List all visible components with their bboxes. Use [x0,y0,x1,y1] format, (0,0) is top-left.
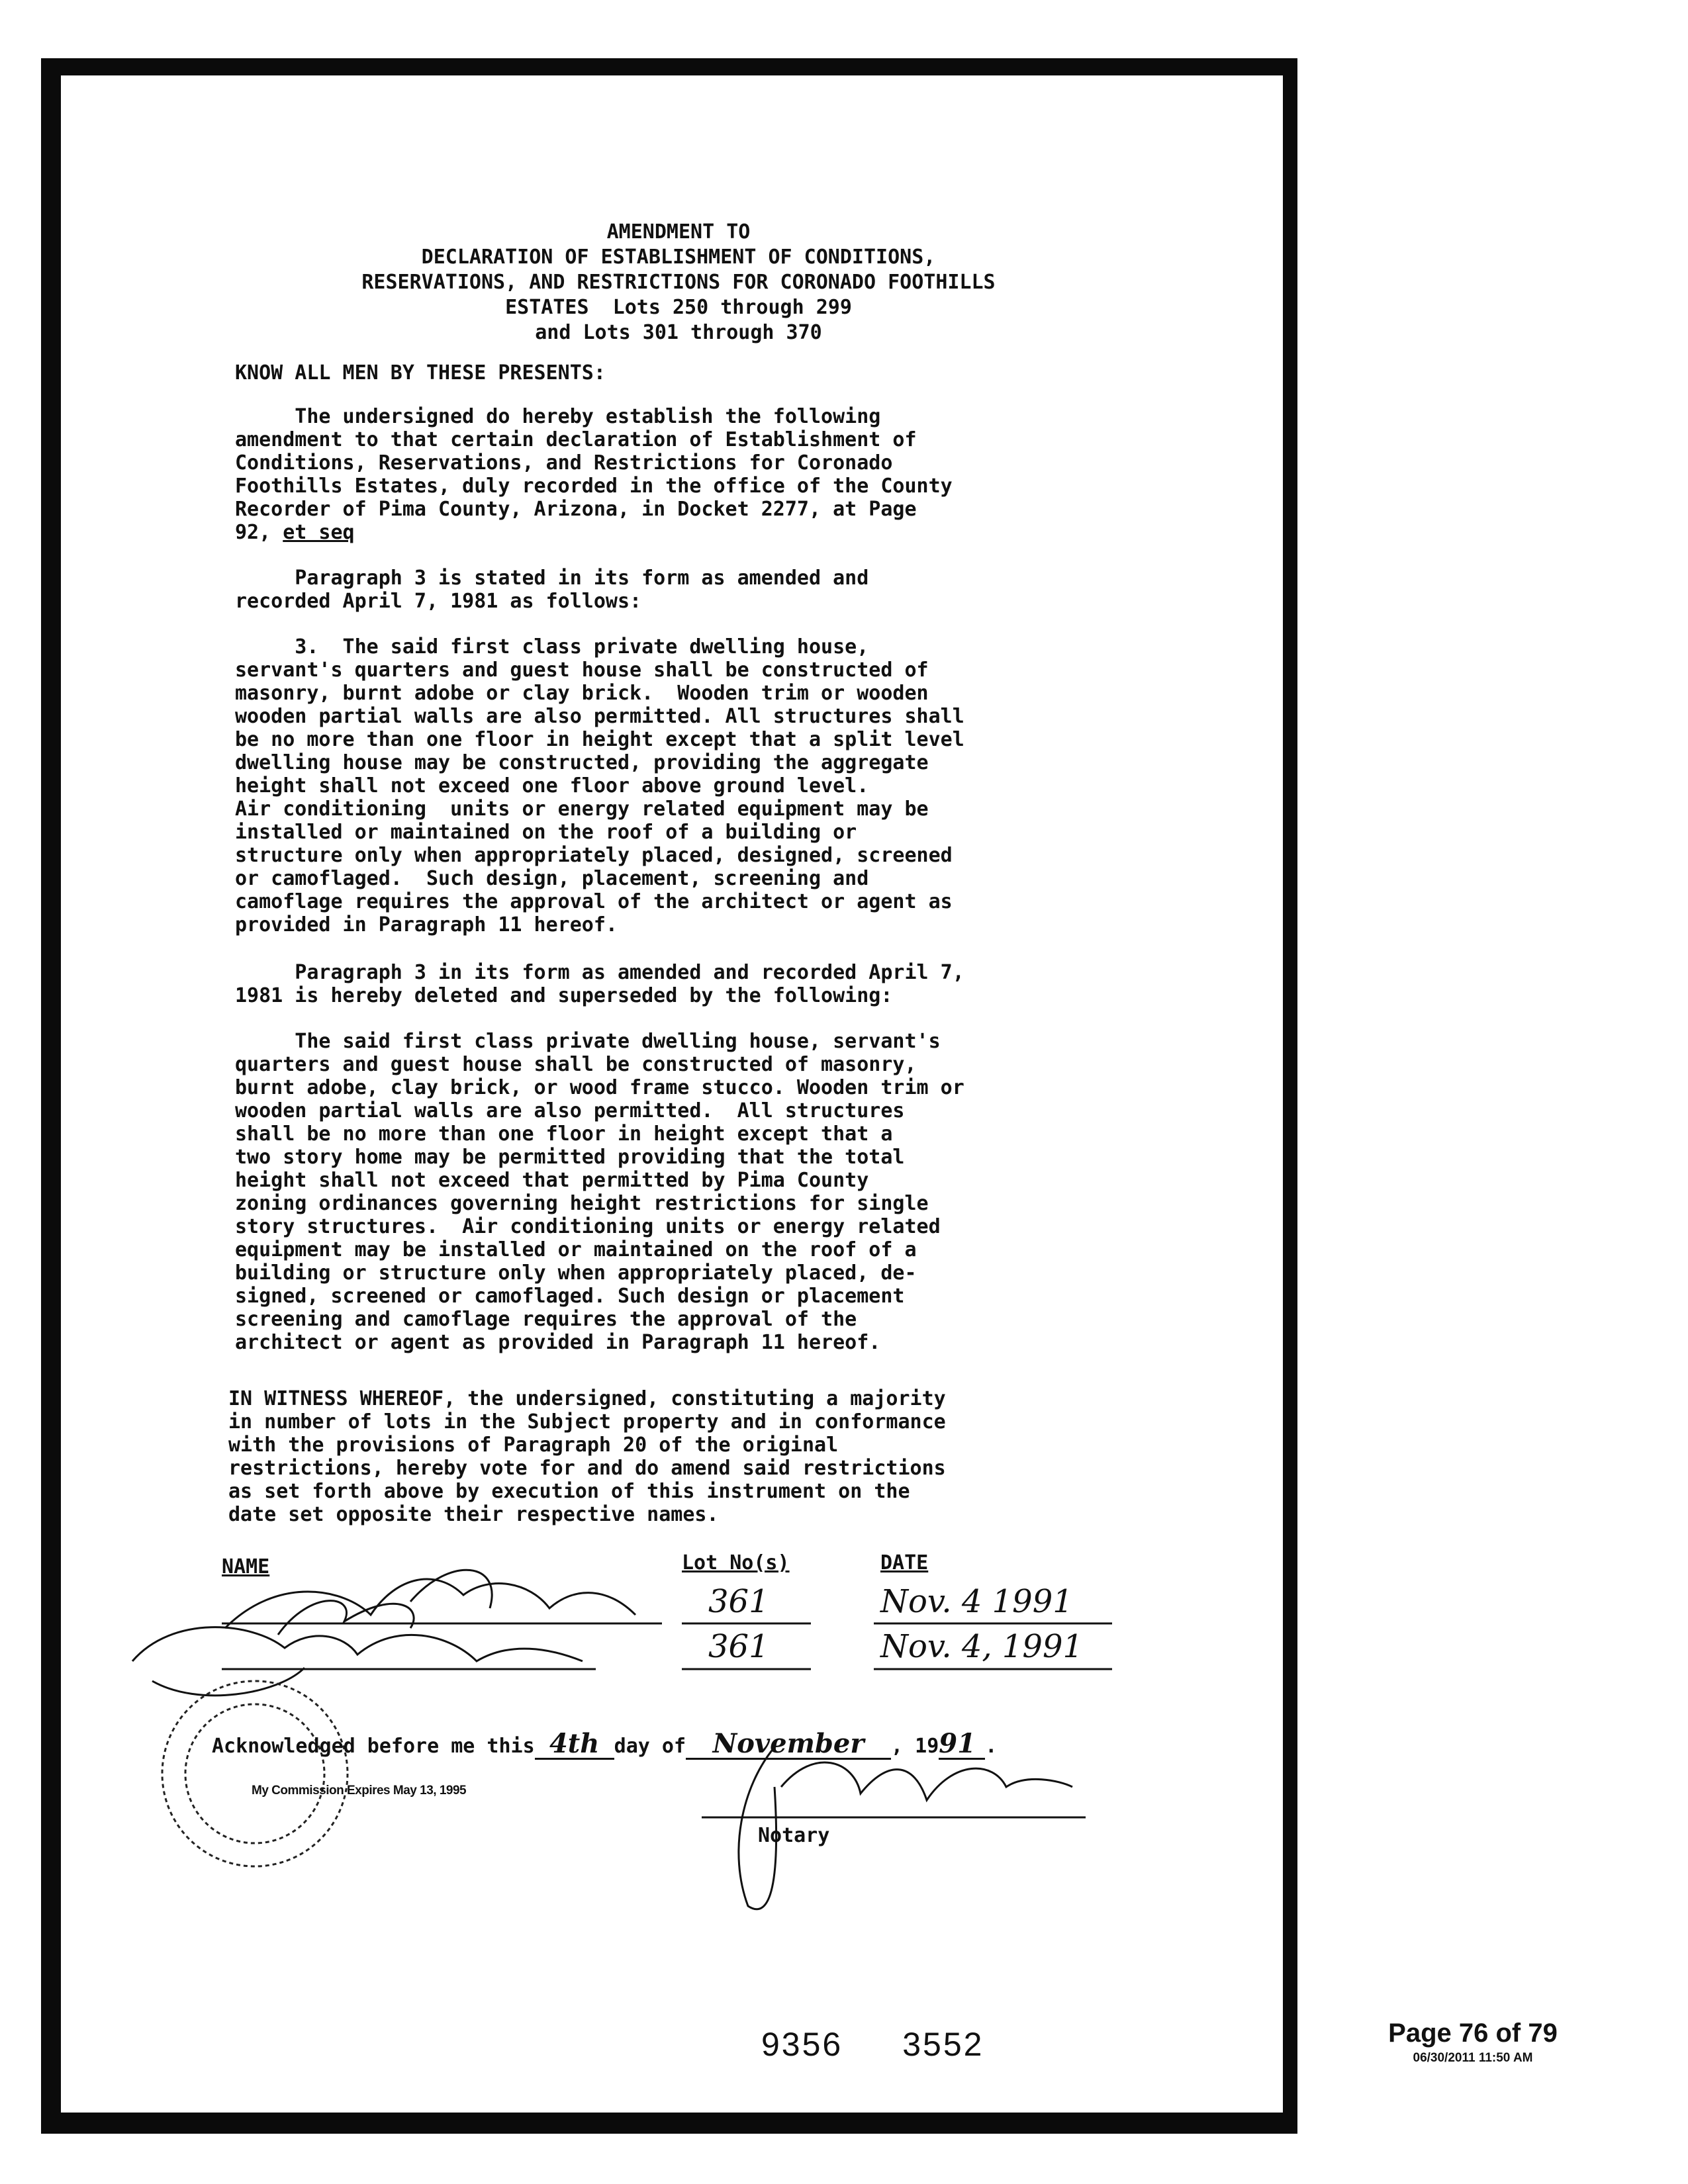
et-seq-citation: et seq [283,521,355,544]
text-line: two story home may be permitted providing that the total [235,1146,905,1169]
recording-numbers [761,2025,1043,2064]
text-line: wooden partial walls are also permitted. All structures [235,1099,905,1122]
text-line: servant's quarters and guest house shall be constructed of [235,659,929,682]
text-line: camoflage requires the approval of the architect or agent as [235,890,953,913]
text-line: The undersigned do hereby establish the following [235,405,881,428]
text-line: with the provisions of Paragraph 20 of the original [228,1433,839,1457]
page-number: 3552 [902,2026,984,2063]
acknowledgment-line [212,1728,998,1760]
lot-entry-2: 361 [708,1628,769,1665]
text-line: installed or maintained on the roof of a building or [235,821,857,844]
print-timestamp: 06/30/2011 11:50 AM [1413,2051,1533,2065]
lot-entry-1: 361 [708,1583,769,1620]
text-line: IN WITNESS WHEREOF, the undersigned, constituting a majority [228,1387,946,1410]
text-line: amendment to that certain declaration of Establishment of [235,428,917,451]
date-entry-1: Nov. 4 1991 [880,1583,1073,1620]
text-line: signed, screened or camoflaged. Such design or placement [235,1285,905,1308]
notary-label: Notary [758,1824,830,1847]
text-line: as set forth above by execution of this instrument on the [228,1480,910,1503]
ack-end: . [985,1735,998,1758]
text-line: Recorder of Pima County, Arizona, in Docket 2277, at Page [235,498,917,521]
text-line: Air conditioning units or energy related equipment may be [235,797,929,821]
text-line: structure only when appropriately placed, designed, screened [235,844,953,867]
page-info [1374,2019,1572,2066]
text-fragment: 92, [235,521,283,544]
notary-seal [162,1681,348,1866]
text-line: dwelling house may be constructed, providing the aggregate [235,751,929,774]
page-count-label: Page 76 of 79 [1388,2019,1558,2048]
commission-expiry-stamp: My Commission Expires May 13, 1995 [252,1784,467,1797]
text-line: equipment may be installed or maintained on the roof of a [235,1238,917,1261]
text-line: restrictions, hereby vote for and do amend said restrictions [228,1457,946,1480]
text-line: The said first class private dwelling house, servant's [235,1030,941,1053]
text-line: in number of lots in the Subject property and in conformance [228,1410,946,1433]
ack-year-prefix: , 19 [891,1735,939,1758]
lot-column-header: Lot No(s) [682,1551,790,1574]
docket-number: 9356 [761,2026,843,2063]
ack-year: 91 [939,1728,976,1759]
text-line: Paragraph 3 is stated in its form as amended and [235,567,869,590]
date-entry-2: Nov. 4, 1991 [880,1628,1084,1665]
text-line: date set opposite their respective names. [228,1503,719,1526]
text-line: be no more than one floor in height except that a split level [235,728,964,751]
date-column-header: DATE [880,1551,929,1574]
ack-middle: day of [614,1735,686,1758]
text-line: Foothills Estates, duly recorded in the office of the County [235,475,953,498]
ack-day: 4th [549,1728,600,1759]
text-line: story structures. Air conditioning units or energy related [235,1215,941,1238]
text-line: zoning ordinances governing height restrictions for single [235,1192,929,1215]
text-line: provided in Paragraph 11 hereof. [235,913,618,936]
text-line: 3. The said first class private dwelling house, [235,635,869,659]
text-line: or camoflaged. Such design, placement, screening and [235,867,869,890]
signature-2-scribble [132,1627,583,1696]
salutation: KNOW ALL MEN BY THESE PRESENTS: [235,361,606,385]
text-line: screening and camoflage requires the approval of the [235,1308,857,1331]
text-line: building or structure only when appropriately placed, de- [235,1261,917,1285]
title-line: and Lots 301 through 370 [535,321,822,344]
text-line: architect or agent as provided in Paragraph 11 hereof. [235,1331,881,1354]
title-line: ESTATES Lots 250 through 299 [505,296,852,319]
title-line: RESERVATIONS, AND RESTRICTIONS FOR CORONADO FOOTHILLS [361,271,996,294]
name-column-header: NAME [222,1555,270,1578]
text-line: Conditions, Reservations, and Restrictions for Coronado [235,451,893,475]
text-line: Paragraph 3 in its form as amended and recorded April 7, [235,961,964,984]
title-line: DECLARATION OF ESTABLISHMENT OF CONDITIONS, [421,246,936,269]
text-line: shall be no more than one floor in height except that a [235,1122,893,1146]
signature-1-scribble [225,1570,635,1635]
title-line: AMENDMENT TO [606,220,751,244]
text-line: recorded April 7, 1981 as follows: [235,590,642,613]
text-line: wooden partial walls are also permitted. All structures shall [235,705,964,728]
ack-prefix: Acknowledged before me this [212,1735,535,1758]
text-line: masonry, burnt adobe or clay brick. Wooden trim or wooden [235,682,929,705]
text-line: height shall not exceed one floor above ground level. [235,774,869,797]
ack-month: November [712,1728,865,1759]
text-line: height shall not exceed that permitted by Pima County [235,1169,869,1192]
text-line: 1981 is hereby deleted and superseded by the following: [235,984,893,1007]
text-line: quarters and guest house shall be constructed of masonry, [235,1053,917,1076]
text-line: burnt adobe, clay brick, or wood frame stucco. Wooden trim or [235,1076,964,1099]
